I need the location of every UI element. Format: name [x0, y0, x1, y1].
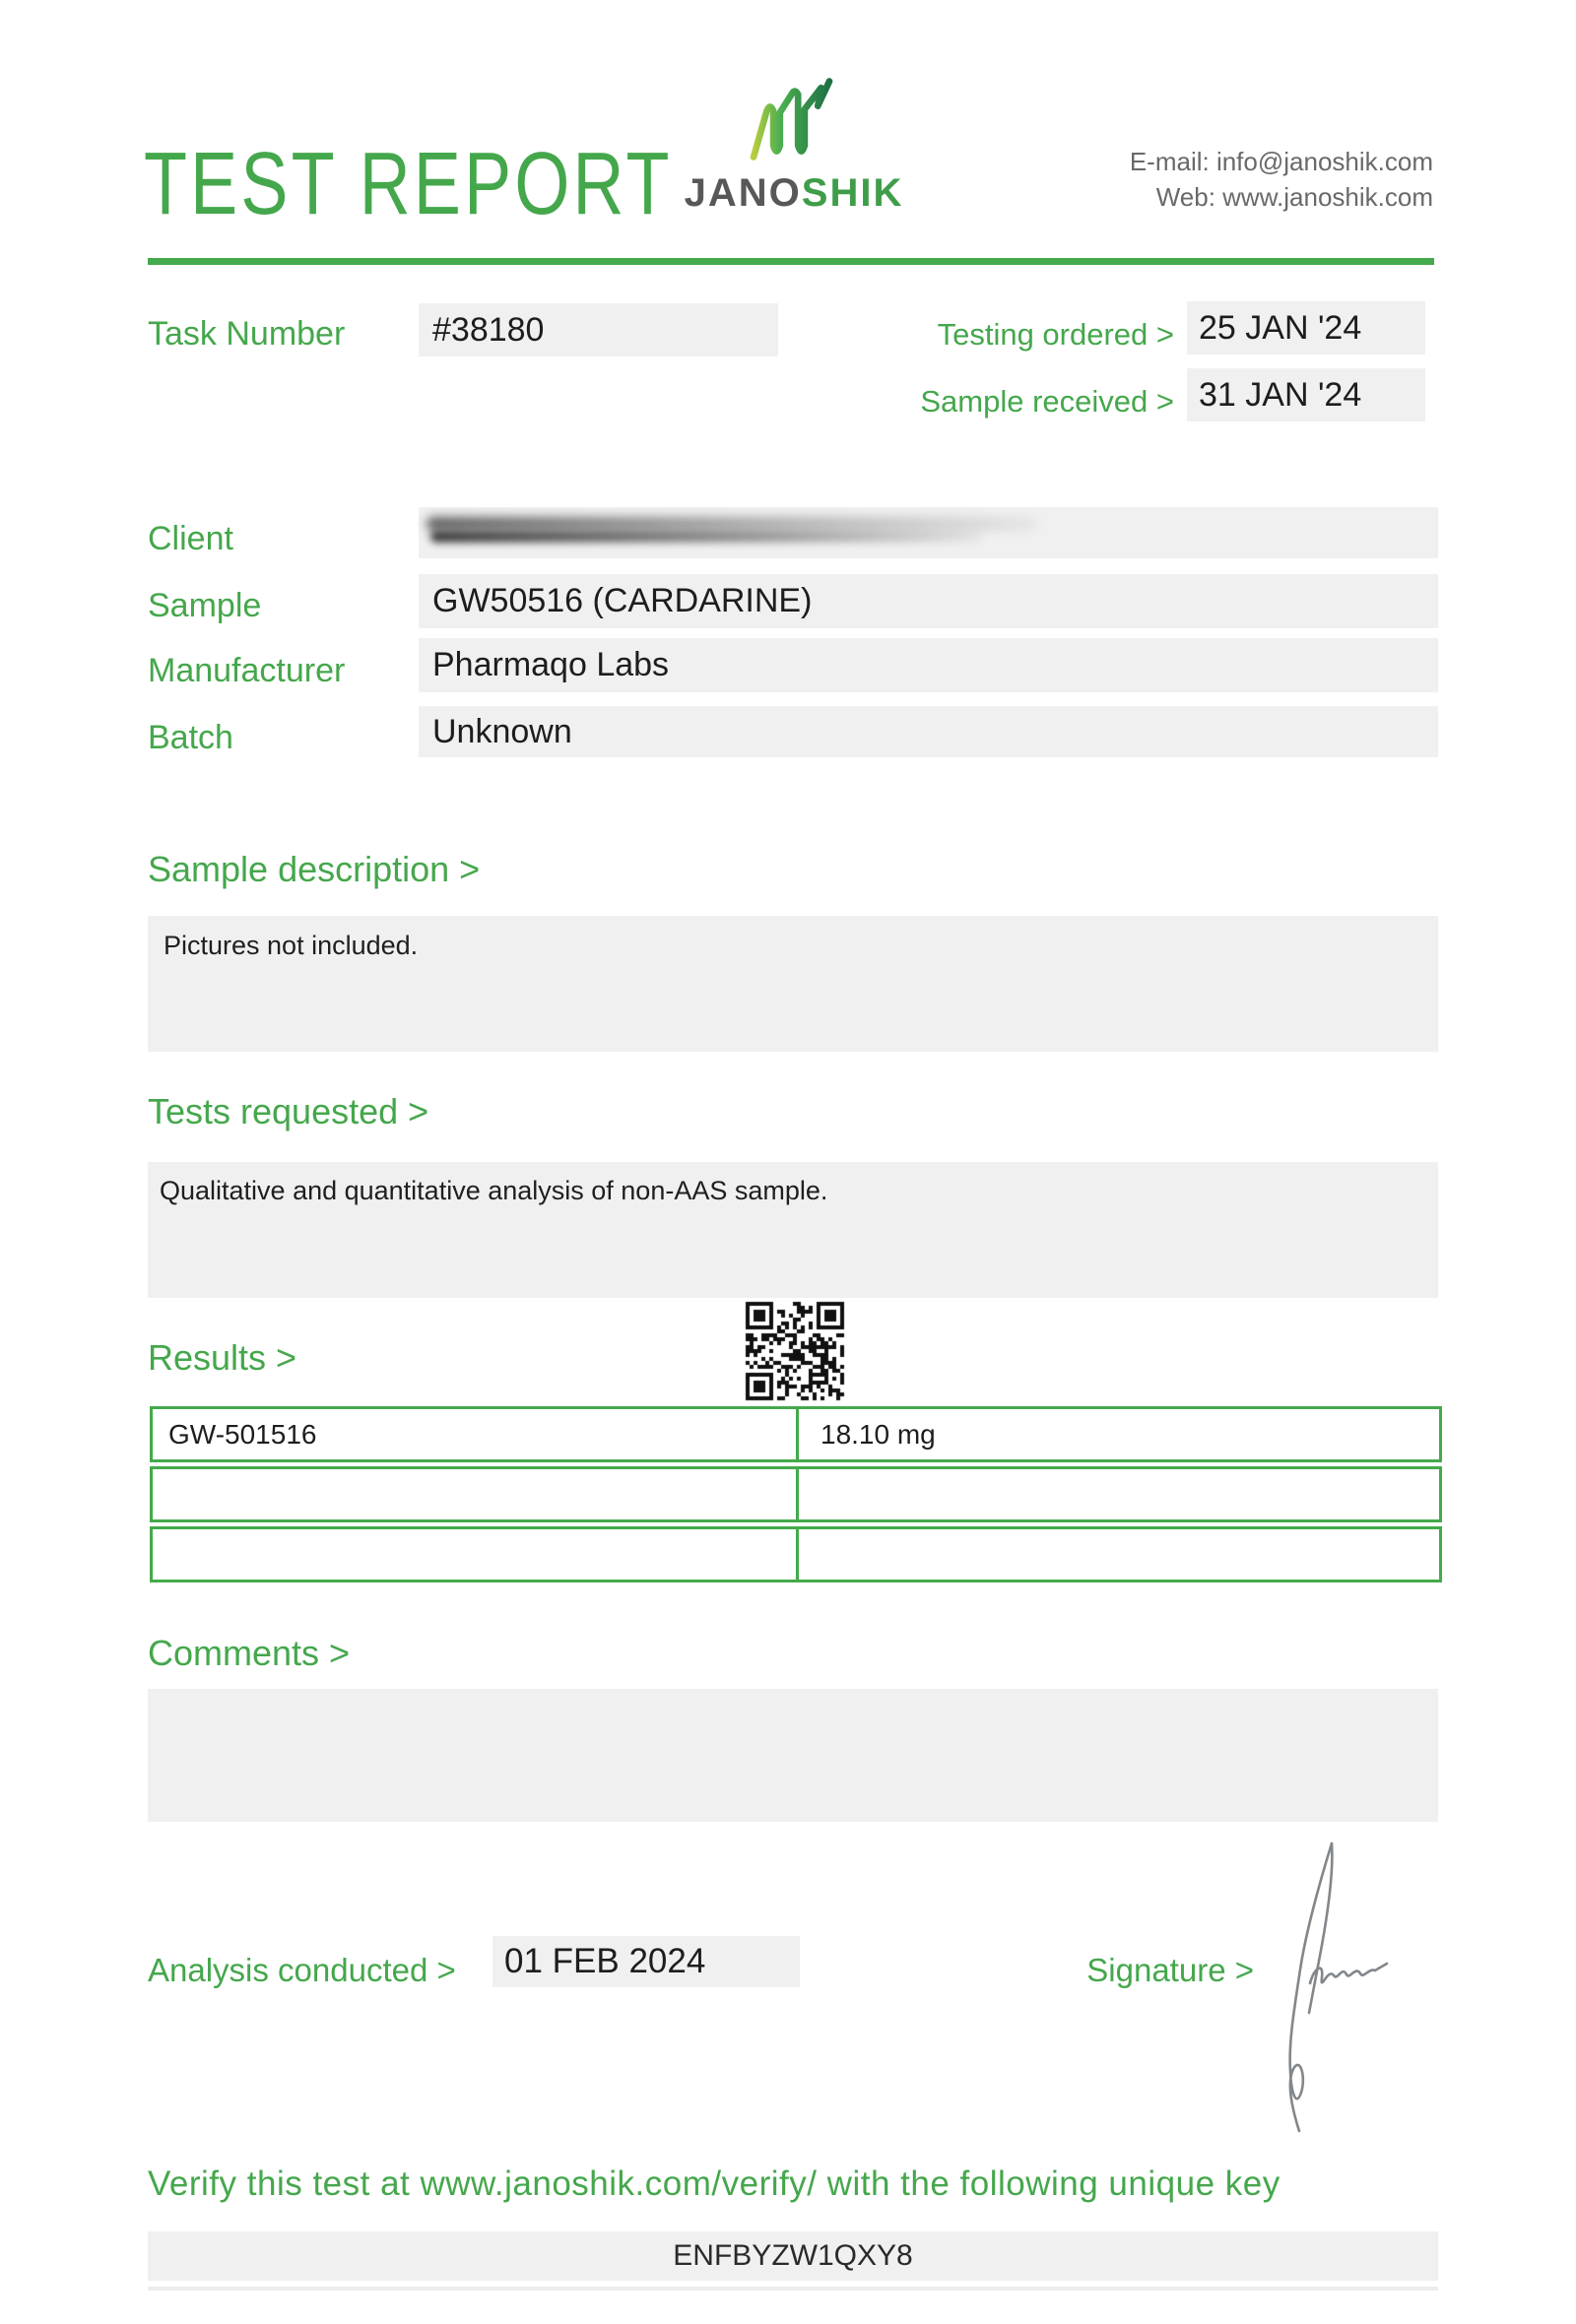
verify-key-box [148, 2231, 1438, 2281]
sample-received-value: 31 JAN '24 [1187, 368, 1425, 421]
result-name-cell: GW-501516 [153, 1409, 799, 1459]
contact-email: E-mail: info@janoshik.com [1129, 147, 1433, 176]
testing-ordered-label: Testing ordered > [937, 317, 1174, 352]
batch-label: Batch [148, 719, 233, 756]
comments-box [148, 1689, 1438, 1822]
logo-chart-icon [749, 77, 839, 166]
signature-label: Signature > [1086, 1952, 1254, 1988]
testing-ordered-value: 25 JAN '24 [1187, 301, 1425, 355]
signature-image [1247, 1840, 1393, 2140]
result-row [150, 1526, 1442, 1582]
contact-block [1130, 144, 1433, 215]
comments-heading: Comments > [148, 1633, 351, 1673]
tests-requested-text: Qualitative and quantitative analysis of non-AAS sample. [160, 1176, 828, 1205]
footer-strip [148, 2287, 1438, 2291]
result-value-cell [799, 1469, 1439, 1519]
brand-logo-green-part: SHIK [801, 171, 904, 215]
tests-requested-heading: Tests requested > [148, 1091, 429, 1131]
sample-received-label: Sample received > [920, 384, 1174, 419]
results-table [150, 1406, 1442, 1586]
result-row [150, 1466, 1442, 1522]
redaction-smudge [430, 531, 982, 543]
result-name-cell [153, 1529, 799, 1580]
page-title: TEST REPORT [144, 135, 673, 233]
header-divider [148, 258, 1434, 265]
result-name-cell [153, 1469, 799, 1519]
sample-description-box [148, 916, 1438, 1052]
redaction-smudge [427, 517, 1037, 531]
results-heading: Results > [148, 1337, 297, 1378]
analysis-date-value: 01 FEB 2024 [492, 1936, 800, 1987]
client-label: Client [148, 520, 233, 557]
sample-description-text: Pictures not included. [164, 931, 419, 960]
tests-requested-box [148, 1162, 1438, 1298]
brand-logo-gray-part: JANO [684, 171, 802, 215]
client-redacted-value [419, 507, 1438, 558]
sample-description-heading: Sample description > [148, 849, 481, 889]
contact-web: Web: www.janoshik.com [1155, 182, 1433, 212]
result-value-cell: 18.10 mg [821, 1418, 936, 1450]
manufacturer-label: Manufacturer [148, 652, 346, 689]
verify-key: ENFBYZW1QXY8 [673, 2239, 913, 2272]
verify-text: Verify this test at www.janoshik.com/verify/ with the following unique key [148, 2164, 1280, 2203]
task-number-value: #38180 [419, 303, 778, 356]
sample-value: GW50516 (CARDARINE) [419, 574, 1438, 628]
qr-code [744, 1300, 846, 1402]
batch-value: Unknown [419, 706, 1438, 757]
manufacturer-value: Pharmaqo Labs [419, 638, 1438, 692]
brand-logo [680, 171, 908, 216]
result-value-cell [799, 1529, 1439, 1580]
analysis-conducted-label: Analysis conducted > [148, 1952, 456, 1988]
task-number-label: Task Number [148, 315, 346, 353]
result-row [150, 1406, 1442, 1462]
sample-label: Sample [148, 587, 262, 624]
